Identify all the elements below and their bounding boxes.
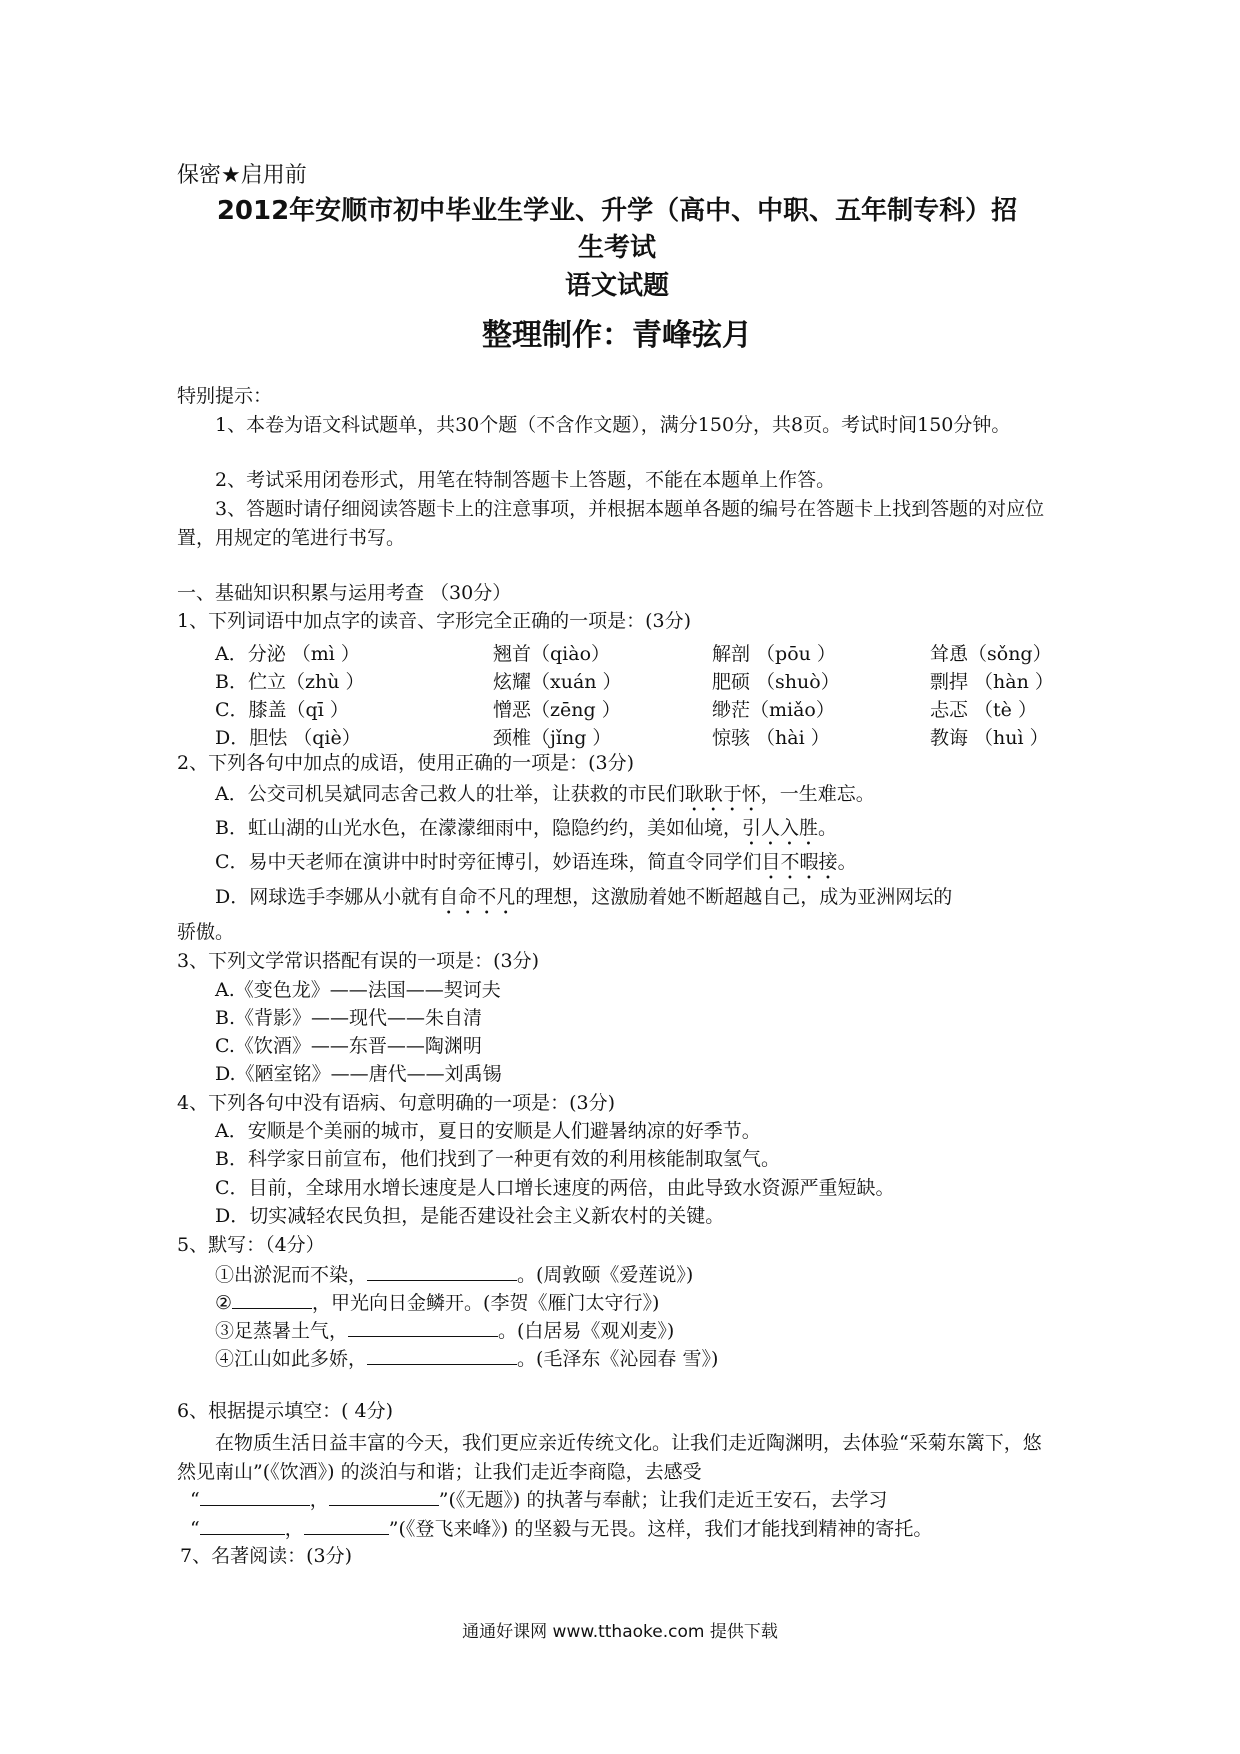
q1-option-b-3: 肥硕 （shuò）	[712, 671, 840, 693]
q5-line-4	[215, 1346, 718, 1371]
q1-option-d-4: 教诲 （huì ）	[930, 727, 1049, 749]
q1-option-a-2: 翘首（qiào）	[493, 643, 611, 665]
note-1: 1、本卷为语文科试题单，共30个题（不含作文题），满分150分，共8页。考试时间150分钟。	[215, 414, 1011, 436]
q5-line-1	[215, 1262, 693, 1287]
q5-l4-source: 。(毛泽东《沁园春 雪》)	[517, 1348, 719, 1370]
q5-l3-source: 。(白居易《观刈麦》)	[498, 1320, 675, 1342]
q5-l1-text: ①出淤泥而不染，	[215, 1264, 368, 1286]
q4-option-d: D．切实减轻农民负担，是能否建设社会主义新农村的关键。	[215, 1205, 725, 1227]
q1-option-a-4: 耸恿（sǒng）	[930, 643, 1052, 665]
q1-option-b-4: 剽捍 （hàn ）	[930, 671, 1054, 693]
q2-option-d	[215, 886, 952, 919]
q1-option-d-1: D．胆怯 （qiè）	[215, 727, 361, 749]
q3-option-a: A.《变色龙》——法国——契诃夫	[215, 979, 501, 1001]
q5-line-3	[215, 1318, 674, 1343]
answer-blank	[304, 1516, 389, 1535]
q6-paragraph: 在物质生活日益丰富的今天，我们更应亲近传统文化。让我们走近陶渊明，去体验“采菊东篱下，悠然见南山”(《饮酒》) 的淡泊与和谐；让我们走近李商隐，去感受	[177, 1432, 1042, 1483]
q4-option-b: B．科学家日前宣布，他们找到了一种更有效的利用核能制取氢气。	[215, 1148, 780, 1170]
q2-option-a	[215, 783, 875, 816]
question-3-stem: 3、下列文学常识搭配有误的一项是：(3分)	[177, 950, 540, 972]
q2-c-idiom: 目不暇接	[761, 851, 838, 873]
notes-heading: 特别提示：	[177, 385, 273, 407]
q2-a-tail: ，一生难忘。	[760, 783, 875, 805]
q5-l2-source: ，甲光向日金鳞开。(李贺《雁门太守行》)	[312, 1292, 660, 1314]
q1-option-b-1: B．伫立（zhù ）	[215, 671, 365, 693]
footer-credit: 通通好课网 www.tthaoke.com 提供下载	[462, 1622, 778, 1642]
q4-option-c: C．目前，全球用水增长速度是人口增长速度的两倍，由此导致水资源严重短缺。	[215, 1177, 895, 1199]
q3-option-d: D.《陋室铭》——唐代——刘禹锡	[215, 1063, 502, 1085]
q3-option-c: C.《饮酒》——东晋——陶渊明	[215, 1035, 482, 1057]
q5-line-2	[215, 1290, 659, 1315]
q2-a-idiom: 耿耿于怀	[684, 783, 761, 805]
q1-option-c-2: 憎恶（zēng ）	[493, 699, 621, 721]
q6-line3-text: ”(《登飞来峰》) 的坚毅与无畏。这样，我们才能找到精神的寄托。	[388, 1518, 933, 1540]
q5-l2-text: ②	[215, 1292, 233, 1314]
q6-line-2: “ ， ”(《无题》) 的执著与奉献；让我们走近王安石，去学习	[190, 1489, 888, 1511]
q1-option-a-1: A．分泌 （mì ）	[215, 643, 360, 665]
q2-d-tail: 的理想，这激励着她不断超越自己，成为亚洲网坛的	[515, 886, 953, 908]
answer-blank	[329, 1487, 439, 1506]
question-6-stem: 6、根据提示填空：( 4分)	[177, 1400, 394, 1422]
q5-l3-text: ③足蒸暑土气，	[215, 1320, 349, 1342]
q2-c-tail: 。	[837, 851, 857, 873]
answer-blank	[232, 1290, 312, 1309]
question-2-stem: 2、下列各句中加点的成语，使用正确的一项是：(3分)	[177, 752, 635, 774]
q1-option-a-3: 解剖 （pōu ）	[712, 643, 836, 665]
q2-d-idiom: 自命不凡	[439, 886, 516, 908]
q2-option-c	[215, 851, 857, 884]
question-1-stem: 1、下列词语中加点字的读音、字形完全正确的一项是：(3分)	[177, 610, 692, 632]
answer-blank	[200, 1487, 310, 1506]
section-heading: 一、基础知识积累与运用考查 （30分）	[177, 582, 512, 604]
q3-option-b: B.《背影》——现代——朱自清	[215, 1007, 483, 1029]
q1-option-b-2: 炫耀（xuán ）	[493, 671, 622, 693]
answer-blank	[367, 1262, 517, 1281]
q1-option-c-4: 忐忑 （tè ）	[930, 699, 1037, 721]
q2-d-text: D．网球选手李娜从小就有	[215, 886, 440, 908]
answer-blank	[348, 1318, 498, 1337]
answer-blank	[367, 1346, 517, 1365]
q2-a-text: A．公交司机吴斌同志舍己救人的壮举，让获救的市民们	[215, 783, 685, 805]
question-4-stem: 4、下列各句中没有语病、句意明确的一项是：(3分)	[177, 1092, 616, 1114]
q5-l1-source: 。(周敦颐《爱莲说》)	[517, 1264, 694, 1286]
q4-option-a: A．安顺是个美丽的城市，夏日的安顺是人们避暑纳凉的好季节。	[215, 1120, 761, 1142]
note-3: 3、答题时请仔细阅读答题卡上的注意事项，并根据本题单各题的编号在答题卡上找到答题的对应位置，用规定的笔进行书写。	[177, 498, 1045, 549]
exam-title-line1: 2012年安顺市初中毕业生学业、升学（高中、中职、五年制专科）招	[216, 196, 1018, 226]
q2-c-text: C．易中天老师在演讲中时时旁征博引，妙语连珠，简直令同学们	[215, 851, 762, 873]
q1-option-d-2: 颈椎（jǐng ）	[493, 727, 612, 749]
q2-option-d-cont: 骄傲。	[177, 921, 235, 943]
q6-line2-text: ”(《无题》) 的执著与奉献；让我们走近王安石，去学习	[438, 1489, 888, 1511]
q2-b-text: B．虹山湖的山光水色，在濛濛细雨中，隐隐约约，美如仙境，	[215, 817, 742, 839]
question-7-stem: 7、名著阅读：(3分)	[180, 1545, 353, 1567]
q1-option-c-3: 缈茫（miǎo）	[712, 699, 835, 721]
q2-option-b	[215, 817, 837, 850]
subject-title: 语文试题	[564, 271, 669, 301]
note-2: 2、考试采用闭卷形式，用笔在特制答题卡上答题，不能在本题单上作答。	[215, 469, 836, 491]
q1-option-c-1: C．膝盖（qī ）	[215, 699, 349, 721]
q1-option-d-3: 惊骇 （hài ）	[712, 727, 830, 749]
q6-line-3: “ ， ”(《登飞来峰》) 的坚毅与无畏。这样，我们才能找到精神的寄托。	[190, 1518, 933, 1540]
editor-credit: 整理制作：青峰弦月	[482, 318, 752, 353]
q2-b-idiom: 引人入胜	[741, 817, 818, 839]
confidential-label: 保密★启用前	[177, 163, 307, 188]
answer-blank	[200, 1516, 285, 1535]
question-5-stem: 5、默写：（4分）	[177, 1234, 325, 1256]
q5-l4-text: ④江山如此多娇，	[215, 1348, 368, 1370]
q2-b-tail: 。	[817, 817, 837, 839]
exam-title-line2: 生考试	[577, 233, 656, 263]
